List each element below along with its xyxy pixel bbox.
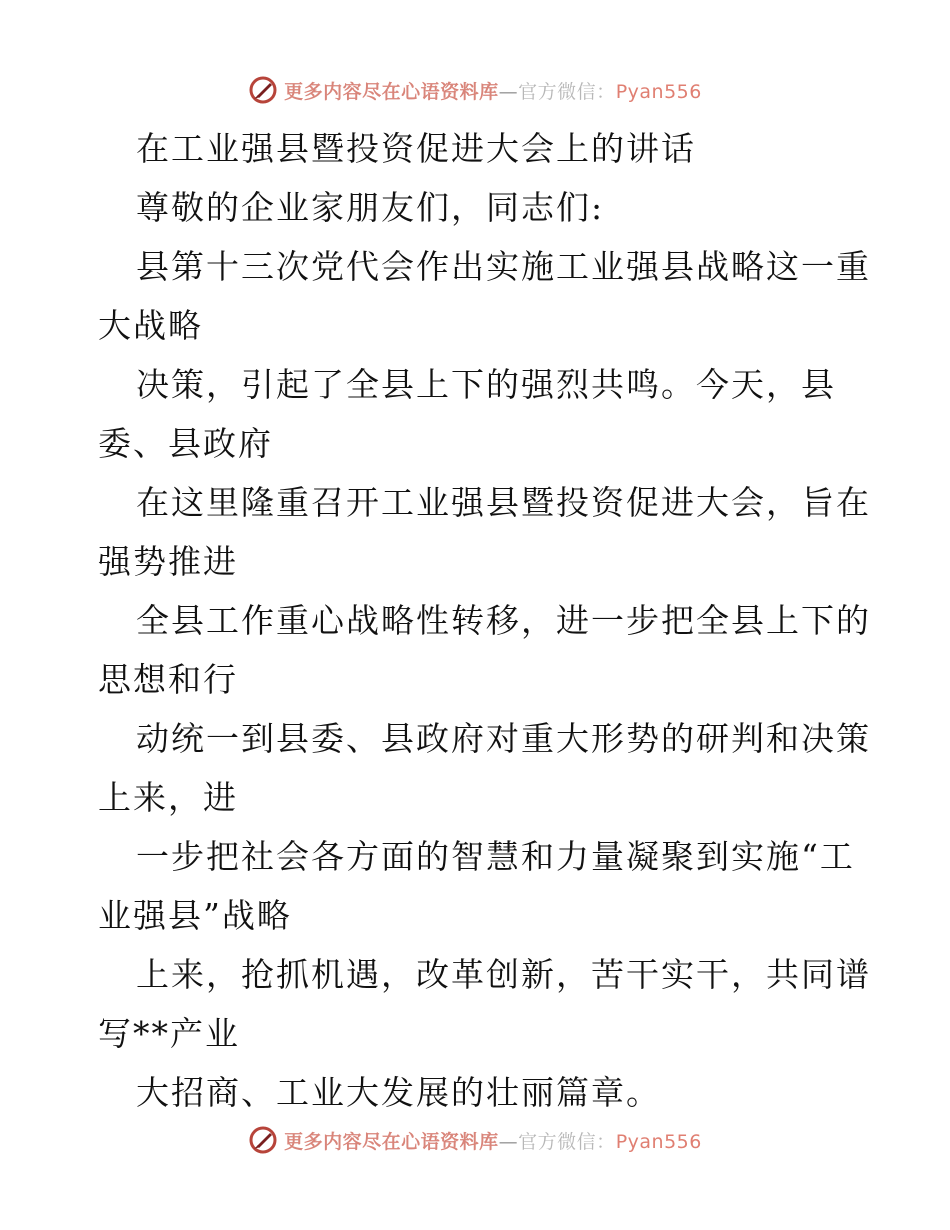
document-line: 业强县”战略	[98, 896, 292, 935]
document-line: 决策，引起了全县上下的强烈共鸣。今天，县	[136, 365, 836, 404]
footer-wechat-label: 官方微信：	[518, 1130, 616, 1153]
document-line: 在工业强县暨投资促进大会上的讲话	[136, 129, 696, 168]
document-line: 上来，抢抓机遇，改革创新，苦干实干，共同谱	[136, 955, 871, 994]
header-brand-text: 更多内容尽在心语资料库	[284, 80, 499, 103]
document-line: 全县工作重心战略性转移，进一步把全县上下的	[136, 601, 871, 640]
header-watermark-banner	[0, 70, 950, 110]
document-line: 动统一到县委、县政府对重大形势的研判和决策	[136, 719, 871, 758]
document-line: 上来，进	[98, 778, 238, 817]
document-line: 一步把社会各方面的智慧和力量凝聚到实施“工	[136, 837, 855, 876]
header-separator: —	[498, 80, 519, 103]
quill-pen-circle-icon	[248, 75, 278, 105]
footer-watermark-banner	[0, 1120, 950, 1160]
footer-brand-text: 更多内容尽在心语资料库	[284, 1130, 499, 1153]
header-wechat-label: 官方微信：	[518, 80, 616, 103]
document-line: 委、县政府	[98, 424, 273, 463]
header-wechat-id: Pyan556	[615, 80, 702, 103]
document-line: 写**产业	[98, 1014, 240, 1053]
document-line: 大战略	[98, 306, 203, 345]
footer-wechat-id: Pyan556	[615, 1130, 702, 1153]
document-line: 在这里隆重召开工业强县暨投资促进大会，旨在	[136, 483, 871, 522]
document-line: 强势推进	[98, 542, 238, 581]
footer-separator: —	[498, 1130, 519, 1153]
document-line: 大招商、工业大发展的壮丽篇章。	[136, 1073, 661, 1112]
footer-banner-text	[284, 1127, 702, 1154]
quill-pen-circle-icon	[248, 1125, 278, 1155]
document-line: 县第十三次党代会作出实施工业强县战略这一重	[136, 247, 871, 286]
document-body	[98, 119, 871, 1122]
document-line: 思想和行	[98, 660, 238, 699]
header-banner-text	[284, 77, 702, 104]
document-line: 尊敬的企业家朋友们，同志们:	[136, 188, 605, 227]
